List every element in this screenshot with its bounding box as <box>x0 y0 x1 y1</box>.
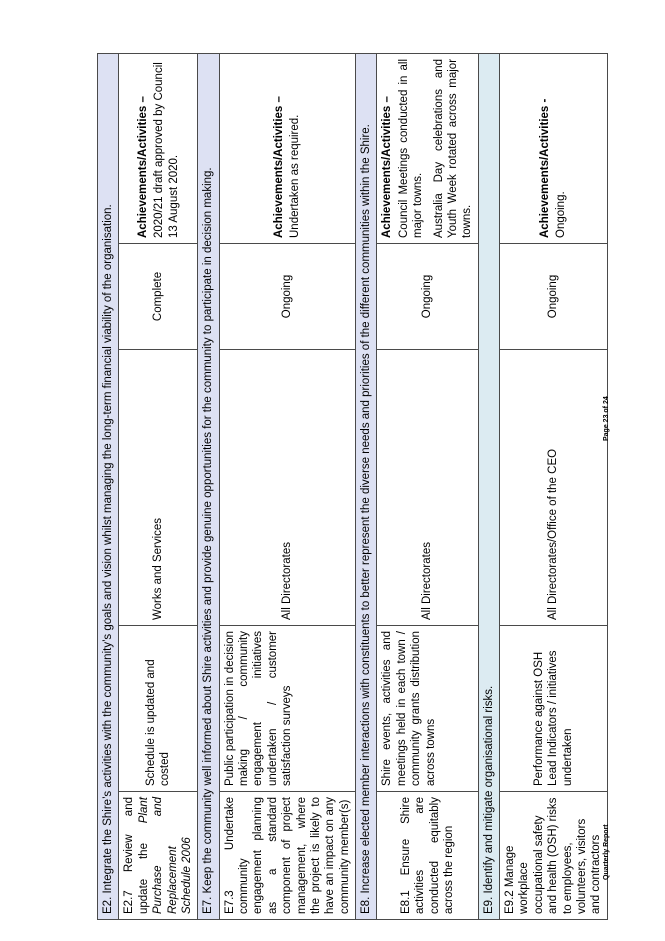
table-row <box>219 53 355 919</box>
status-cell: Ongoing <box>219 244 355 350</box>
kpi-cell: Public participation in decision making / community engagement initiatives undertaken / customer satisfaction surveys <box>219 626 355 792</box>
status-cell: Ongoing <box>500 244 608 350</box>
achievements-cell <box>500 53 608 243</box>
achievements-text: 2020/21 draft approved by Council 13 August 2020. <box>153 62 180 238</box>
achievements-cell <box>119 53 198 243</box>
responsibility-cell: Works and Services <box>119 350 198 626</box>
section-heading-e7: E7. Keep the community well informed about Shire activities and provide genuine opportunities for the community to participate in decision making. <box>198 53 219 919</box>
achievements-heading: Achievements/Activities – <box>381 96 394 238</box>
achievements-text: Council Meetings conducted in all major towns. <box>397 58 425 238</box>
footer-report-title: Quarterly Report <box>603 824 610 880</box>
action-cell: E7.3 Undertake community engagement planning as a standard component of project management, where the project is likely to have an impact on any community member(s) <box>219 792 355 920</box>
section-row-e8 <box>356 53 377 919</box>
kpi-cell: Schedule is updated and costed <box>119 626 198 792</box>
table-row <box>377 53 478 919</box>
section-row-e7 <box>198 53 219 919</box>
rotated-page <box>97 54 603 920</box>
action-text: E2.7 Review and update the <box>123 797 150 914</box>
action-cell: E8.1 Ensure Shire activities are conducted equitably across the region <box>377 792 478 920</box>
achievements-heading: Achievements/Activities – <box>136 96 149 238</box>
achievements-cell <box>377 53 478 243</box>
status-cell: Ongoing <box>377 244 478 350</box>
status-cell: Complete <box>119 244 198 350</box>
achievements-text: Ongoing. <box>555 191 568 238</box>
responsibility-cell: All Directorates <box>377 350 478 626</box>
section-row-e2 <box>98 53 119 919</box>
achievements-text: Australia Day celebrations and Youth Week rotated across major towns. <box>432 58 474 238</box>
kpi-cell: Shire events, activities and meetings held in each town / community grants distribution across towns <box>377 626 478 792</box>
action-cell <box>119 792 198 920</box>
plan-title: Plant Purchase and Replacement Schedule 2006 <box>137 797 193 914</box>
section-heading-e9: E9. Identify and mitigate organisational risks. <box>478 53 499 919</box>
kpi-cell: Performance against OSH Lead Indicators / initiatives undertaken <box>500 626 608 792</box>
achievements-heading: Achievements/Activities – <box>272 96 285 238</box>
responsibility-cell: All Directorates/Office of the CEO <box>500 350 608 626</box>
page-number: Page 23 of 24 <box>603 396 610 441</box>
table-row <box>119 53 198 919</box>
responsibility-cell: All Directorates <box>219 350 355 626</box>
achievements-heading: Achievements/Activities - <box>538 98 551 238</box>
table-row <box>500 53 608 919</box>
action-cell: E9.2 Manage workplace occupational safety and health (OSH) risks to employees, volunteers, visitors and contractors <box>500 792 608 920</box>
section-heading-e8: E8. Increase elected member interactions with constituents to better represent the diverse needs and priorities of the different communities within the Shire. <box>356 53 377 919</box>
section-row-e9 <box>478 53 499 919</box>
achievements-text: Undertaken as required. <box>289 114 302 238</box>
achievements-cell <box>219 53 355 243</box>
strategy-table <box>97 53 608 920</box>
section-heading-e2: E2. Integrate the Shire’s activities with the community’s goals and vision whilst managing the long-term financial viability of the organisation. <box>98 53 119 919</box>
